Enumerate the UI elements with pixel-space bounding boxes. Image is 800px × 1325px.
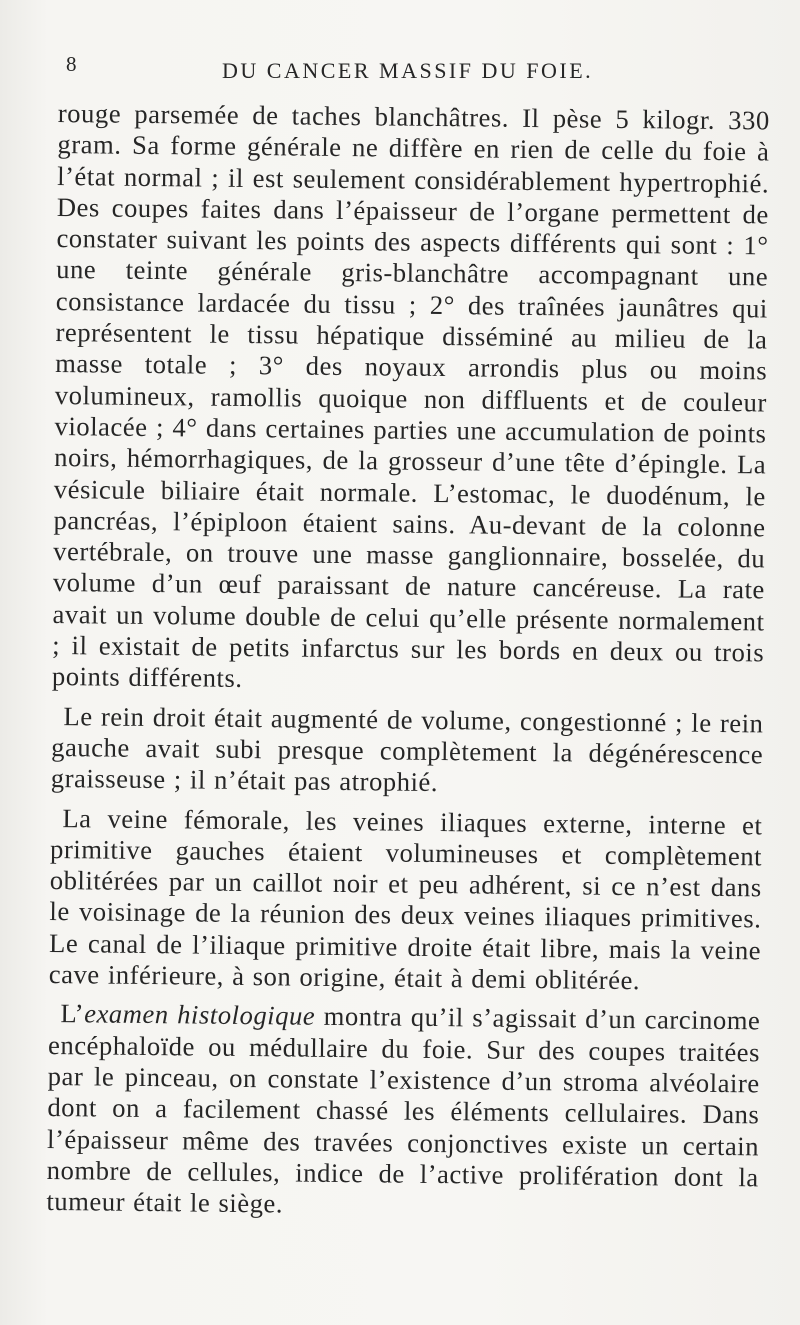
body-text — [46, 98, 770, 1225]
histology-lead: L’ — [60, 998, 85, 1029]
paragraph-kidneys: Le rein droit était augmenté de volume, congestionné ; le rein gauche avait subi presque complètement la dégénérescence graisseuse ; il n’était pas atrophié. — [50, 700, 764, 798]
page-number: 8 — [66, 52, 77, 76]
running-title: DU CANCER MASSIF DU FOIE. — [222, 58, 594, 83]
page-header — [0, 52, 800, 86]
paragraph-liver-description: rouge parsemée de taches blanchâtres. Il pèse 5 kilogr. 330 gram. Sa forme générale ne diffère en rien de celle du foie à l’état normal ; il est seulement considérablement hypertrophié. Des coupes faites dans l’épaisseur de l’organe permettent de constater suivant les points des aspects différents qui sont : 1° une teinte générale gris-blanchâtre accompagnant une consistance lardacée du tissu ; 2° des traînées jaunâtres qui représentent le tissu hépatique disséminé au milieu de la masse totale ; 3° des noyaux arrondis plus ou moins volumineux, ramollis quoique non diffluents et de couleur violacée ; 4° dans certaines parties une accumulation de points noirs, hémorrhagiques, de la grosseur d’une tête d’épingle. La vésicule biliaire était normale. L’estomac, le duodénum, le pancréas, l’épiploon étaient sains. Au-devant de la colonne vertébrale, on trouve une masse ganglionnaire, bosselée, du volume d’un œuf paraissant de nature cancéreuse. La rate avait un volume double de celui qu’elle présente normalement ; il existait de petits infarctus sur les bords en deux ou trois points différents. — [51, 98, 770, 694]
histology-text: montra qu’il s’agissait d’un carcinome encéphaloïde ou médullaire du foie. Sur des coupes traitées par le pinceau, on constate l’existence d’un stroma alvéolaire dont on a facilement chassé les éléments cellulaires. Dans l’épaisseur même des travées conjonctives existe un certain nombre de cellules, indice de l’active prolifération dont la tumeur était le siège. — [46, 1001, 761, 1219]
paragraph-histology — [46, 998, 760, 1225]
paragraph-veins: La veine fémorale, les veines iliaques externe, interne et primitive gauches étaient volumineuses et complètement oblitérées par un caillot noir et peu adhérent, si ce n’est dans le voisinage de la réunion des deux veines iliaques primitives. Le canal de l’iliaque primitive droite était libre, mais la veine cave inférieure, à son origine, était à demi oblitérée. — [48, 802, 763, 996]
histology-emphasis: examen histologique — [84, 998, 316, 1032]
